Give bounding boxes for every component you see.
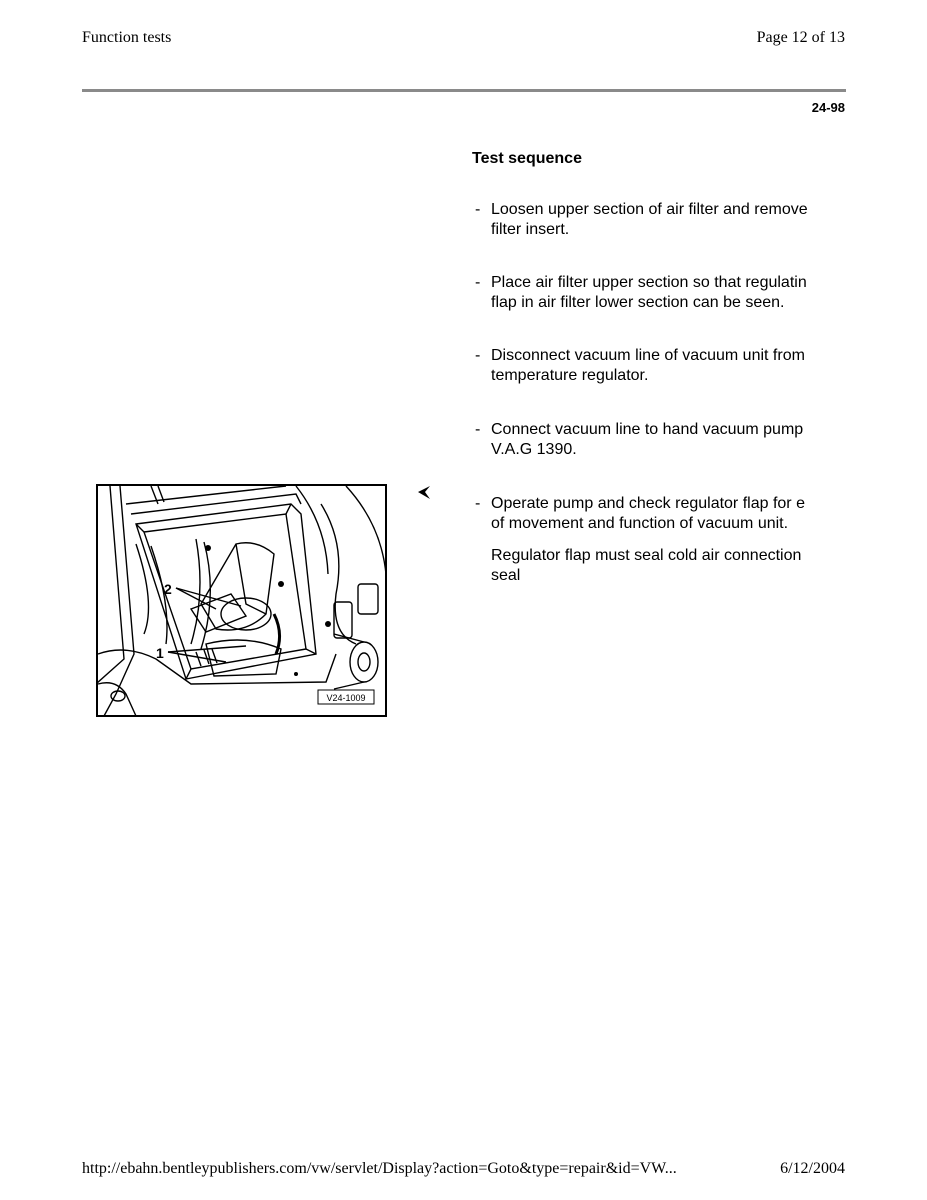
step-line: Loosen upper section of air filter and remove: [491, 201, 808, 218]
pointer-arrow-icon: [416, 485, 432, 501]
step-line: Operate pump and check regulator flap for e: [491, 495, 805, 512]
step-line: temperature regulator.: [491, 367, 649, 384]
step-line: of movement and function of vacuum unit.: [491, 515, 789, 532]
footer-url: http://ebahn.bentleypublishers.com/vw/servlet/Display?action=Goto&type=repair&id=VW...: [82, 1160, 677, 1177]
figure-air-filter-illustration: [96, 484, 387, 717]
step-line: Connect vacuum line to hand vacuum pump: [491, 421, 804, 438]
figure-callout-1: 1: [156, 645, 164, 661]
note-line: Regulator flap must seal cold air connection: [491, 547, 802, 564]
step-bullet: -: [475, 421, 481, 438]
note-line: seal: [491, 567, 521, 584]
document-number: 24-98: [811, 100, 845, 115]
step-bullet: -: [475, 274, 481, 291]
footer-date: 6/12/2004: [780, 1160, 845, 1177]
step-line: Disconnect vacuum line of vacuum unit from: [491, 347, 805, 364]
step-bullet: -: [475, 347, 481, 364]
step-bullet: -: [475, 201, 481, 218]
step-line: flap in air filter lower section can be seen.: [491, 294, 785, 311]
step-line: V.A.G 1390.: [491, 441, 577, 458]
figure-callout-2: 2: [164, 581, 172, 597]
step-note: [491, 546, 801, 586]
page-number: Page 12 of 13: [756, 29, 845, 46]
instructions-column: [472, 0, 846, 1200]
step-line: Place air filter upper section so that regulatin: [491, 274, 807, 291]
figure-code-label: V24-1009: [326, 693, 366, 703]
header-title: Function tests: [82, 29, 172, 46]
section-heading: Test sequence: [472, 150, 582, 167]
step-bullet: -: [475, 495, 481, 512]
step-line: filter insert.: [491, 221, 570, 238]
